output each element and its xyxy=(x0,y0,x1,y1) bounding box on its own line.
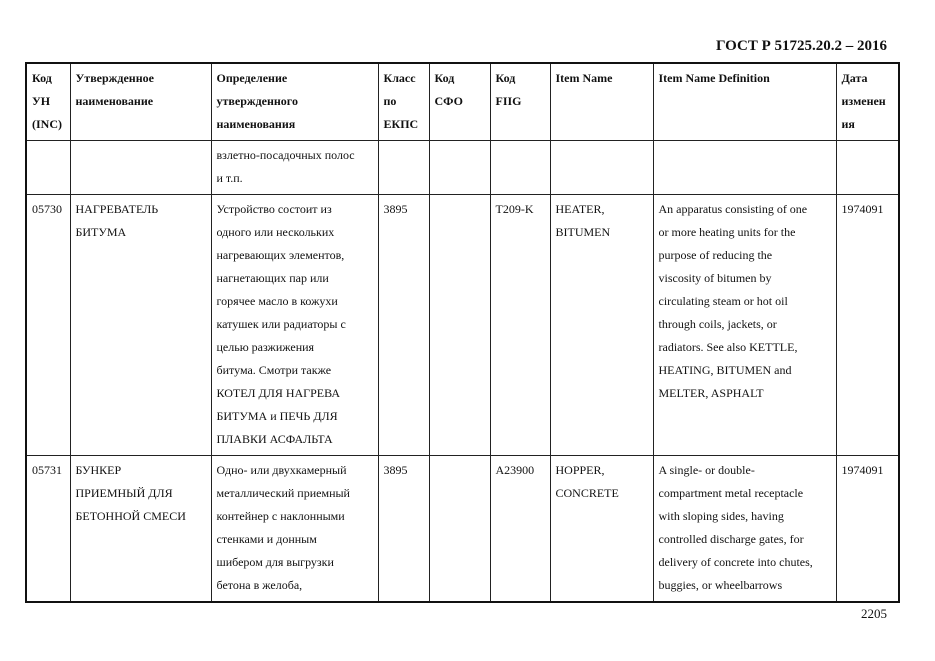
cell-item-definition: An apparatus consisting of one or more heating units for the purpose of reducing the viscosity of bitumen by circulating steam or hot oil through coils, jackets, or radiators. See also KETTLE, HEATING, BITUMEN and MELTER, ASPHALT xyxy=(653,195,836,456)
catalog-table xyxy=(25,62,900,603)
table-row xyxy=(26,195,899,456)
cell-fiig: A23900 xyxy=(490,456,550,603)
cell-definition: Одно- или двухкамерный металлический приемный контейнер с наклонными стенками и донным шибером для выгрузки бетона в желоба, xyxy=(211,456,378,603)
table-row xyxy=(26,456,899,603)
cell-inc: 05731 xyxy=(26,456,70,603)
cell-name xyxy=(70,141,211,195)
table-header-row xyxy=(26,63,899,141)
cell-fiig xyxy=(490,141,550,195)
cell-date: 1974091 xyxy=(836,195,899,456)
cell-item-name: HEATER, BITUMEN xyxy=(550,195,653,456)
cell-name: БУНКЕР ПРИЕМНЫЙ ДЛЯ БЕТОННОЙ СМЕСИ xyxy=(70,456,211,603)
cell-class: 3895 xyxy=(378,456,429,603)
header-sfo: Код СФО xyxy=(429,63,490,141)
cell-date xyxy=(836,141,899,195)
cell-name: НАГРЕВАТЕЛЬ БИТУМА xyxy=(70,195,211,456)
cell-inc xyxy=(26,141,70,195)
cell-sfo xyxy=(429,141,490,195)
header-item-definition: Item Name Definition xyxy=(653,63,836,141)
cell-inc: 05730 xyxy=(26,195,70,456)
cell-item-definition xyxy=(653,141,836,195)
header-definition: Определение утвержденного наименования xyxy=(211,63,378,141)
cell-fiig: T209-K xyxy=(490,195,550,456)
cell-date: 1974091 xyxy=(836,456,899,603)
header-class: Класс по ЕКПС xyxy=(378,63,429,141)
cell-class xyxy=(378,141,429,195)
cell-item-name xyxy=(550,141,653,195)
page-number: 2205 xyxy=(861,606,887,621)
cell-definition: взлетно-посадочных полос и т.п. xyxy=(211,141,378,195)
cell-class: 3895 xyxy=(378,195,429,456)
cell-sfo xyxy=(429,456,490,603)
cell-definition: Устройство состоит из одного или нескольких нагревающих элементов, нагнетающих пар или горячее масло в кожухи катушек или радиаторы с целью разжижения битума. Смотри также КОТЕЛ ДЛЯ НАГРЕВА БИТУМА и ПЕЧЬ ДЛЯ ПЛАВКИ АСФАЛЬТА xyxy=(211,195,378,456)
cell-sfo xyxy=(429,195,490,456)
table-row xyxy=(26,141,899,195)
header-item-name: Item Name xyxy=(550,63,653,141)
document-title: ГОСТ Р 51725.20.2 – 2016 xyxy=(715,38,887,54)
cell-item-definition: A single- or double- compartment metal receptacle with sloping sides, having controlled discharge gates, for delivery of concrete into chutes, buggies, or wheelbarrows xyxy=(653,456,836,603)
header-inc: Код УН (INC) xyxy=(26,63,70,141)
header-change-date: Дата изменен ия xyxy=(836,63,899,141)
header-approved-name: Утвержденное наименование xyxy=(70,63,211,141)
header-fiig: Код FIIG xyxy=(490,63,550,141)
cell-item-name: HOPPER, CONCRETE xyxy=(550,456,653,603)
